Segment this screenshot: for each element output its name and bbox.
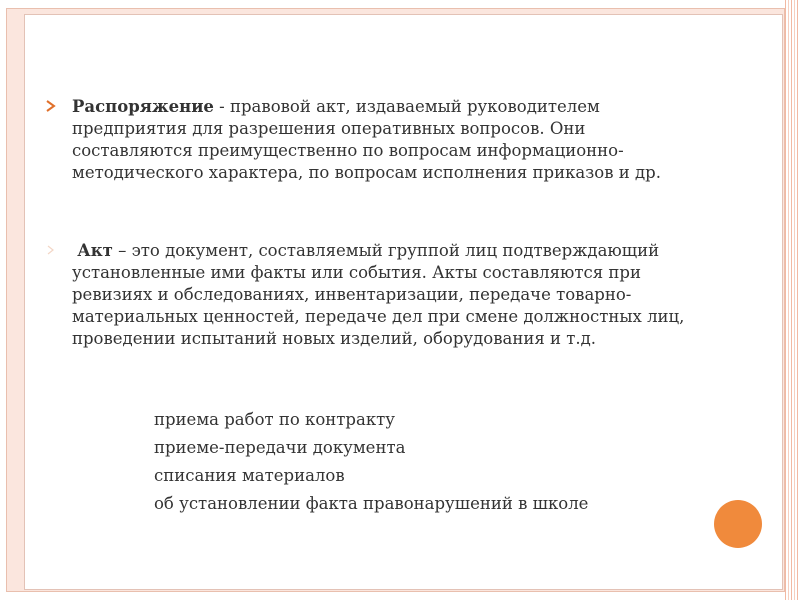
orange-circle-decoration bbox=[714, 500, 762, 548]
list-item: приеме-передачи документа bbox=[154, 438, 406, 457]
term-act: Акт bbox=[77, 241, 113, 260]
arrow-bullet-icon bbox=[44, 99, 58, 113]
arrow-bullet-icon bbox=[44, 243, 58, 257]
paragraph-act bbox=[72, 240, 702, 350]
paragraph-order bbox=[72, 96, 702, 184]
right-edge-lines bbox=[785, 0, 800, 600]
paragraph-order-text: - правовой акт, издаваемый руководителем предприятия для разрешения оперативных вопросов. Они составляются преимущественно по вопросам информационно-методического характера, по вопросам исполнения приказов и др. bbox=[72, 97, 661, 182]
act-types-list bbox=[154, 406, 588, 518]
list-item: приема работ по контракту bbox=[154, 410, 395, 429]
list-item: списания материалов bbox=[154, 466, 345, 485]
term-order: Распоряжение bbox=[72, 97, 214, 116]
paragraph-act-text: – это документ, составляемый группой лиц подтверждающий установленные ими факты или события. Акты составляются при ревизиях и обследованиях, инвентаризации, передаче товарно-материальных ценностей, передаче дел при смене должностных лиц, проведении испытаний новых изделий, оборудования и т.д. bbox=[72, 241, 685, 348]
list-item: об установлении факта правонарушений в школе bbox=[154, 494, 589, 513]
